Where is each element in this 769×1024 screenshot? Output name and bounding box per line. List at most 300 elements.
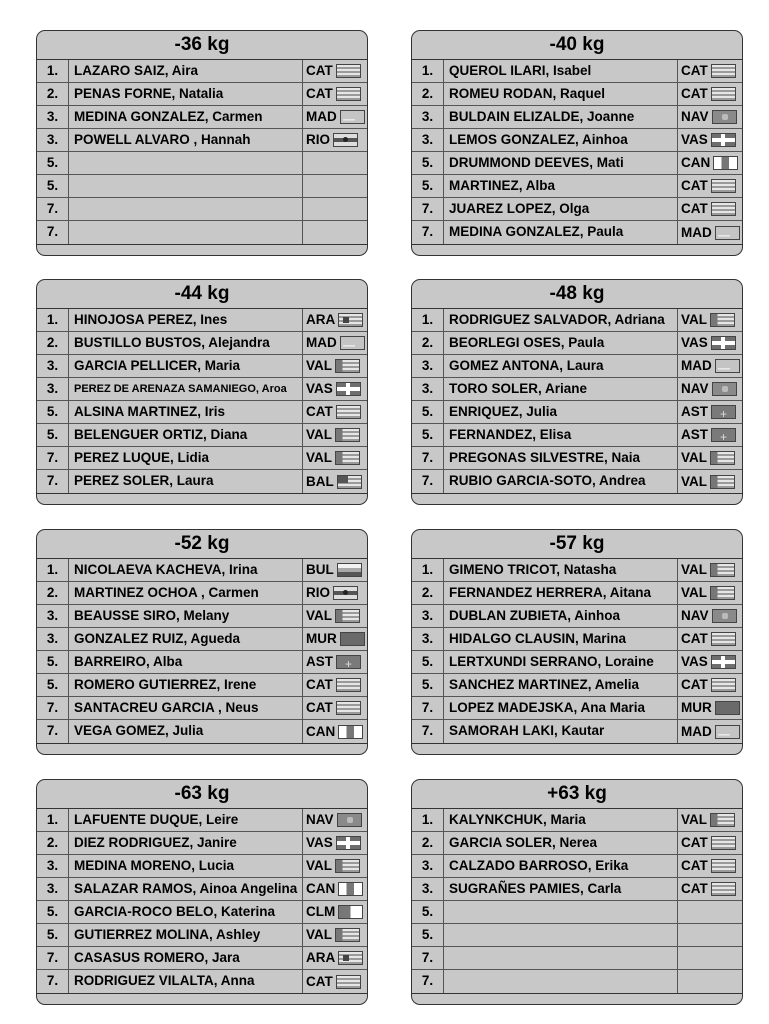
result-row bbox=[37, 559, 367, 582]
region-code: AST bbox=[681, 427, 708, 442]
athlete-name-cell: FERNANDEZ HERRERA, Aitana bbox=[444, 582, 678, 604]
result-row bbox=[37, 924, 367, 947]
region-code: CAT bbox=[681, 858, 708, 873]
region-cell bbox=[678, 720, 742, 743]
results-table bbox=[412, 309, 742, 494]
result-row bbox=[412, 878, 742, 901]
rank-cell: 3. bbox=[412, 355, 444, 377]
result-row bbox=[37, 129, 367, 152]
region-code: VAL bbox=[306, 358, 332, 373]
athlete-name-cell: GARCIA PELLICER, Maria bbox=[69, 355, 303, 377]
cat-flag-icon bbox=[711, 632, 736, 646]
category-title: -44 kg bbox=[37, 280, 367, 309]
athlete-name-cell: LERTXUNDI SERRANO, Loraine bbox=[444, 651, 678, 673]
athlete-name-cell: GUTIERREZ MOLINA, Ashley bbox=[69, 924, 303, 946]
region-code: VAL bbox=[681, 450, 707, 465]
weight-category-card bbox=[411, 30, 743, 256]
region-cell bbox=[678, 924, 742, 946]
rank-cell: 2. bbox=[412, 832, 444, 854]
result-row bbox=[412, 378, 742, 401]
category-title: -52 kg bbox=[37, 530, 367, 559]
region-cell bbox=[678, 651, 742, 673]
region-code: VAL bbox=[306, 608, 332, 623]
bal-flag-icon bbox=[337, 475, 362, 489]
result-row bbox=[412, 720, 742, 743]
nav-flag-icon bbox=[712, 382, 737, 396]
athlete-name-cell: BARREIRO, Alba bbox=[69, 651, 303, 673]
athlete-name-cell: LAFUENTE DUQUE, Leire bbox=[69, 809, 303, 831]
region-cell bbox=[303, 221, 367, 244]
result-row bbox=[412, 651, 742, 674]
bul-flag-icon bbox=[337, 563, 362, 577]
rank-cell: 7. bbox=[37, 221, 69, 244]
can-flag-icon bbox=[713, 156, 738, 170]
rank-cell: 7. bbox=[37, 447, 69, 469]
result-row bbox=[412, 60, 742, 83]
region-code: VAL bbox=[306, 927, 332, 942]
cat-flag-icon bbox=[336, 87, 361, 101]
rank-cell: 3. bbox=[412, 605, 444, 627]
cat-flag-icon bbox=[336, 405, 361, 419]
rank-cell: 2. bbox=[37, 83, 69, 105]
rank-cell: 7. bbox=[37, 198, 69, 220]
rank-cell: 3. bbox=[412, 378, 444, 400]
rank-cell: 5. bbox=[37, 152, 69, 174]
weight-category-card bbox=[36, 279, 368, 505]
mad-flag-icon bbox=[715, 226, 740, 240]
region-code: VAL bbox=[681, 585, 707, 600]
rank-cell: 7. bbox=[412, 720, 444, 743]
rank-cell: 3. bbox=[412, 106, 444, 128]
result-row bbox=[412, 175, 742, 198]
mad-flag-icon bbox=[715, 725, 740, 739]
rank-cell: 1. bbox=[37, 559, 69, 581]
rank-cell: 5. bbox=[412, 901, 444, 923]
region-cell bbox=[303, 559, 367, 581]
athlete-name-cell: PREGONAS SILVESTRE, Naia bbox=[444, 447, 678, 469]
rio-flag-icon bbox=[333, 133, 358, 147]
athlete-name-cell: ALSINA MARTINEZ, Iris bbox=[69, 401, 303, 423]
rank-cell: 2. bbox=[412, 83, 444, 105]
athlete-name-cell: BULDAIN ELIZALDE, Joanne bbox=[444, 106, 678, 128]
region-cell bbox=[303, 309, 367, 331]
region-cell bbox=[303, 809, 367, 831]
rank-cell: 7. bbox=[37, 947, 69, 969]
athlete-name-cell: DUBLAN ZUBIETA, Ainhoa bbox=[444, 605, 678, 627]
rank-cell: 7. bbox=[412, 970, 444, 993]
region-code: CLM bbox=[306, 904, 336, 919]
results-table bbox=[412, 60, 742, 245]
result-row bbox=[412, 129, 742, 152]
athlete-name-cell: MEDINA GONZALEZ, Carmen bbox=[69, 106, 303, 128]
region-code: VAS bbox=[306, 835, 333, 850]
region-code: ARA bbox=[306, 950, 336, 965]
result-row bbox=[412, 198, 742, 221]
region-code: VAL bbox=[306, 427, 332, 442]
athlete-name-cell: GOMEZ ANTONA, Laura bbox=[444, 355, 678, 377]
region-cell bbox=[678, 198, 742, 220]
region-code: BUL bbox=[306, 562, 334, 577]
weight-category-card bbox=[411, 529, 743, 755]
val-flag-icon bbox=[335, 428, 360, 442]
region-code: CAT bbox=[681, 201, 708, 216]
region-cell bbox=[303, 924, 367, 946]
athlete-name-cell: KALYNKCHUK, Maria bbox=[444, 809, 678, 831]
athlete-name-cell: VEGA GOMEZ, Julia bbox=[69, 720, 303, 743]
cat-flag-icon bbox=[711, 64, 736, 78]
region-cell bbox=[303, 947, 367, 969]
result-row bbox=[37, 651, 367, 674]
region-cell bbox=[303, 582, 367, 604]
athlete-name-cell: CASASUS ROMERO, Jara bbox=[69, 947, 303, 969]
region-code: CAT bbox=[681, 631, 708, 646]
mur-flag-icon bbox=[715, 701, 740, 715]
region-code: CAN bbox=[306, 723, 336, 739]
region-cell bbox=[678, 559, 742, 581]
region-cell bbox=[678, 83, 742, 105]
region-cell bbox=[303, 720, 367, 743]
region-cell bbox=[303, 855, 367, 877]
result-row bbox=[412, 309, 742, 332]
result-row bbox=[37, 628, 367, 651]
result-row bbox=[412, 559, 742, 582]
result-row bbox=[412, 447, 742, 470]
rank-cell: 5. bbox=[37, 674, 69, 696]
rank-cell: 1. bbox=[412, 809, 444, 831]
rank-cell: 3. bbox=[37, 628, 69, 650]
athlete-name-cell: PEREZ DE ARENAZA SAMANIEGO, Aroa bbox=[69, 378, 303, 400]
region-cell bbox=[303, 378, 367, 400]
athlete-name-cell: DIEZ RODRIGUEZ, Janire bbox=[69, 832, 303, 854]
athlete-name-cell: QUEROL ILARI, Isabel bbox=[444, 60, 678, 82]
region-cell bbox=[678, 378, 742, 400]
region-code: MAD bbox=[306, 109, 337, 124]
rank-cell: 5. bbox=[412, 424, 444, 446]
rank-cell: 5. bbox=[412, 651, 444, 673]
category-title: -48 kg bbox=[412, 280, 742, 309]
rank-cell: 3. bbox=[412, 878, 444, 900]
rank-cell: 7. bbox=[37, 970, 69, 993]
region-cell bbox=[678, 697, 742, 719]
result-row bbox=[37, 697, 367, 720]
result-row bbox=[412, 924, 742, 947]
result-row bbox=[412, 809, 742, 832]
athlete-name-cell: ROMEU RODAN, Raquel bbox=[444, 83, 678, 105]
ast-flag-icon bbox=[711, 405, 736, 419]
clm-flag-icon bbox=[338, 905, 363, 919]
can-flag-icon bbox=[338, 725, 363, 739]
region-code: VAS bbox=[681, 335, 708, 350]
region-code: VAL bbox=[681, 473, 707, 489]
athlete-name-cell: GIMENO TRICOT, Natasha bbox=[444, 559, 678, 581]
val-flag-icon bbox=[335, 928, 360, 942]
ast-flag-icon bbox=[711, 428, 736, 442]
result-row bbox=[412, 83, 742, 106]
athlete-name-cell: HIDALGO CLAUSIN, Marina bbox=[444, 628, 678, 650]
athlete-name-cell bbox=[444, 924, 678, 946]
result-row bbox=[37, 401, 367, 424]
athlete-name-cell: POWELL ALVARO , Hannah bbox=[69, 129, 303, 151]
region-code: CAT bbox=[681, 63, 708, 78]
results-table bbox=[37, 309, 367, 494]
result-row bbox=[412, 152, 742, 175]
result-row bbox=[412, 628, 742, 651]
region-cell bbox=[303, 198, 367, 220]
result-row bbox=[37, 378, 367, 401]
cat-flag-icon bbox=[711, 678, 736, 692]
val-flag-icon bbox=[710, 813, 735, 827]
region-code: CAT bbox=[306, 86, 333, 101]
region-code: VAL bbox=[306, 450, 332, 465]
region-cell bbox=[303, 832, 367, 854]
region-cell bbox=[303, 878, 367, 900]
athlete-name-cell: DRUMMOND DEEVES, Mati bbox=[444, 152, 678, 174]
results-table bbox=[412, 809, 742, 994]
result-row bbox=[412, 970, 742, 993]
val-flag-icon bbox=[710, 451, 735, 465]
athlete-name-cell: ROMERO GUTIERREZ, Irene bbox=[69, 674, 303, 696]
result-row bbox=[412, 855, 742, 878]
result-row bbox=[37, 83, 367, 106]
region-cell bbox=[678, 221, 742, 244]
result-row bbox=[37, 332, 367, 355]
rank-cell: 5. bbox=[37, 175, 69, 197]
result-row bbox=[412, 674, 742, 697]
athlete-name-cell: GARCIA SOLER, Nerea bbox=[444, 832, 678, 854]
result-row bbox=[37, 221, 367, 244]
region-cell bbox=[678, 106, 742, 128]
region-cell bbox=[303, 129, 367, 151]
rank-cell: 5. bbox=[412, 924, 444, 946]
region-code: MUR bbox=[681, 700, 712, 715]
weight-category-card bbox=[411, 279, 743, 505]
rank-cell: 5. bbox=[37, 424, 69, 446]
region-cell bbox=[678, 582, 742, 604]
region-code: RIO bbox=[306, 585, 331, 600]
region-code: AST bbox=[681, 404, 708, 419]
result-row bbox=[412, 832, 742, 855]
rank-cell: 1. bbox=[37, 309, 69, 331]
athlete-name-cell: HINOJOSA PEREZ, Ines bbox=[69, 309, 303, 331]
athlete-name-cell: PEREZ LUQUE, Lidia bbox=[69, 447, 303, 469]
rank-cell: 7. bbox=[37, 470, 69, 493]
athlete-name-cell: MARTINEZ, Alba bbox=[444, 175, 678, 197]
result-row bbox=[37, 674, 367, 697]
result-row bbox=[37, 470, 367, 493]
athlete-name-cell bbox=[444, 947, 678, 969]
mad-flag-icon bbox=[715, 359, 740, 373]
region-code: CAT bbox=[306, 677, 333, 692]
rank-cell: 2. bbox=[37, 332, 69, 354]
result-row bbox=[37, 878, 367, 901]
result-row bbox=[412, 355, 742, 378]
mur-flag-icon bbox=[340, 632, 365, 646]
category-title: +63 kg bbox=[412, 780, 742, 809]
result-row bbox=[37, 832, 367, 855]
region-code: VAL bbox=[306, 858, 332, 873]
athlete-name-cell bbox=[69, 175, 303, 197]
cat-flag-icon bbox=[711, 882, 736, 896]
result-row bbox=[412, 582, 742, 605]
region-cell bbox=[678, 60, 742, 82]
athlete-name-cell: CALZADO BARROSO, Erika bbox=[444, 855, 678, 877]
result-row bbox=[412, 697, 742, 720]
rank-cell: 7. bbox=[412, 697, 444, 719]
cat-flag-icon bbox=[711, 859, 736, 873]
region-cell bbox=[678, 628, 742, 650]
rank-cell: 1. bbox=[412, 309, 444, 331]
athlete-name-cell: PEREZ SOLER, Laura bbox=[69, 470, 303, 493]
val-flag-icon bbox=[335, 609, 360, 623]
rank-cell: 5. bbox=[412, 401, 444, 423]
rank-cell: 7. bbox=[37, 720, 69, 743]
region-cell bbox=[303, 83, 367, 105]
result-row bbox=[37, 355, 367, 378]
rank-cell: 3. bbox=[37, 129, 69, 151]
can-flag-icon bbox=[338, 882, 363, 896]
athlete-name-cell bbox=[69, 152, 303, 174]
athlete-name-cell: SAMORAH LAKI, Kautar bbox=[444, 720, 678, 743]
region-code: NAV bbox=[681, 608, 709, 623]
rank-cell: 2. bbox=[37, 582, 69, 604]
region-cell bbox=[303, 355, 367, 377]
rank-cell: 3. bbox=[412, 628, 444, 650]
athlete-name-cell: MEDINA MORENO, Lucia bbox=[69, 855, 303, 877]
region-cell bbox=[303, 970, 367, 993]
region-cell bbox=[303, 152, 367, 174]
category-title: -63 kg bbox=[37, 780, 367, 809]
rio-flag-icon bbox=[333, 586, 358, 600]
rank-cell: 1. bbox=[37, 809, 69, 831]
region-code: BAL bbox=[306, 473, 334, 489]
athlete-name-cell: SANTACREU GARCIA , Neus bbox=[69, 697, 303, 719]
region-cell bbox=[303, 401, 367, 423]
result-row bbox=[37, 106, 367, 129]
cat-flag-icon bbox=[336, 975, 361, 989]
result-row bbox=[412, 901, 742, 924]
region-code: ARA bbox=[306, 312, 336, 327]
region-code: MAD bbox=[681, 224, 712, 240]
val-flag-icon bbox=[710, 586, 735, 600]
region-cell bbox=[303, 605, 367, 627]
result-row bbox=[37, 582, 367, 605]
athlete-name-cell bbox=[69, 221, 303, 244]
region-code: CAT bbox=[681, 178, 708, 193]
region-code: CAT bbox=[306, 700, 333, 715]
cat-flag-icon bbox=[711, 179, 736, 193]
rank-cell: 5. bbox=[37, 924, 69, 946]
rank-cell: 3. bbox=[37, 855, 69, 877]
region-cell bbox=[303, 106, 367, 128]
result-row bbox=[412, 947, 742, 970]
rank-cell: 5. bbox=[37, 651, 69, 673]
region-cell bbox=[678, 309, 742, 331]
athlete-name-cell: SALAZAR RAMOS, Ainoa Angelina bbox=[69, 878, 303, 900]
result-row bbox=[37, 947, 367, 970]
region-cell bbox=[303, 447, 367, 469]
result-row bbox=[37, 855, 367, 878]
athlete-name-cell: PENAS FORNE, Natalia bbox=[69, 83, 303, 105]
rank-cell: 7. bbox=[412, 198, 444, 220]
region-cell bbox=[678, 129, 742, 151]
rank-cell: 1. bbox=[412, 60, 444, 82]
vas-flag-icon bbox=[711, 655, 736, 669]
athlete-name-cell: BEORLEGI OSES, Paula bbox=[444, 332, 678, 354]
rank-cell: 5. bbox=[37, 401, 69, 423]
athlete-name-cell: GARCIA-ROCO BELO, Katerina bbox=[69, 901, 303, 923]
region-cell bbox=[678, 332, 742, 354]
category-title: -36 kg bbox=[37, 31, 367, 60]
result-row bbox=[37, 970, 367, 993]
result-row bbox=[412, 401, 742, 424]
region-code: CAT bbox=[681, 86, 708, 101]
region-cell bbox=[678, 401, 742, 423]
result-row bbox=[37, 447, 367, 470]
weight-category-card bbox=[36, 30, 368, 256]
region-cell bbox=[678, 878, 742, 900]
result-row bbox=[37, 60, 367, 83]
region-code: MAD bbox=[306, 335, 337, 350]
athlete-name-cell bbox=[69, 198, 303, 220]
region-code: VAL bbox=[681, 312, 707, 327]
region-code: CAT bbox=[306, 973, 333, 989]
val-flag-icon bbox=[335, 859, 360, 873]
region-cell bbox=[303, 901, 367, 923]
rank-cell: 5. bbox=[412, 175, 444, 197]
region-cell bbox=[303, 424, 367, 446]
cat-flag-icon bbox=[336, 701, 361, 715]
athlete-name-cell: BEAUSSE SIRO, Melany bbox=[69, 605, 303, 627]
region-code: VAS bbox=[681, 654, 708, 669]
athlete-name-cell: MARTINEZ OCHOA , Carmen bbox=[69, 582, 303, 604]
nav-flag-icon bbox=[712, 609, 737, 623]
cat-flag-icon bbox=[336, 64, 361, 78]
region-cell bbox=[303, 60, 367, 82]
rank-cell: 1. bbox=[412, 559, 444, 581]
region-cell bbox=[303, 332, 367, 354]
cat-flag-icon bbox=[711, 87, 736, 101]
val-flag-icon bbox=[710, 313, 735, 327]
region-cell bbox=[303, 697, 367, 719]
weight-category-card bbox=[36, 529, 368, 755]
mad-flag-icon bbox=[340, 336, 365, 350]
rank-cell: 3. bbox=[37, 605, 69, 627]
region-code: VAS bbox=[681, 132, 708, 147]
region-cell bbox=[678, 809, 742, 831]
region-code: NAV bbox=[306, 812, 334, 827]
rank-cell: 3. bbox=[37, 378, 69, 400]
mad-flag-icon bbox=[340, 110, 365, 124]
results-table bbox=[37, 809, 367, 994]
nav-flag-icon bbox=[337, 813, 362, 827]
athlete-name-cell: SANCHEZ MARTINEZ, Amelia bbox=[444, 674, 678, 696]
results-table bbox=[37, 60, 367, 245]
val-flag-icon bbox=[710, 475, 735, 489]
ara-flag-icon bbox=[338, 313, 363, 327]
region-code: CAT bbox=[681, 881, 708, 896]
result-row bbox=[412, 106, 742, 129]
rank-cell: 5. bbox=[412, 674, 444, 696]
val-flag-icon bbox=[335, 359, 360, 373]
region-cell bbox=[678, 970, 742, 993]
region-cell bbox=[678, 901, 742, 923]
athlete-name-cell: TORO SOLER, Ariane bbox=[444, 378, 678, 400]
region-code: MUR bbox=[306, 631, 337, 646]
rank-cell: 7. bbox=[412, 470, 444, 493]
region-code: AST bbox=[306, 654, 333, 669]
result-row bbox=[37, 152, 367, 175]
rank-cell: 3. bbox=[37, 878, 69, 900]
